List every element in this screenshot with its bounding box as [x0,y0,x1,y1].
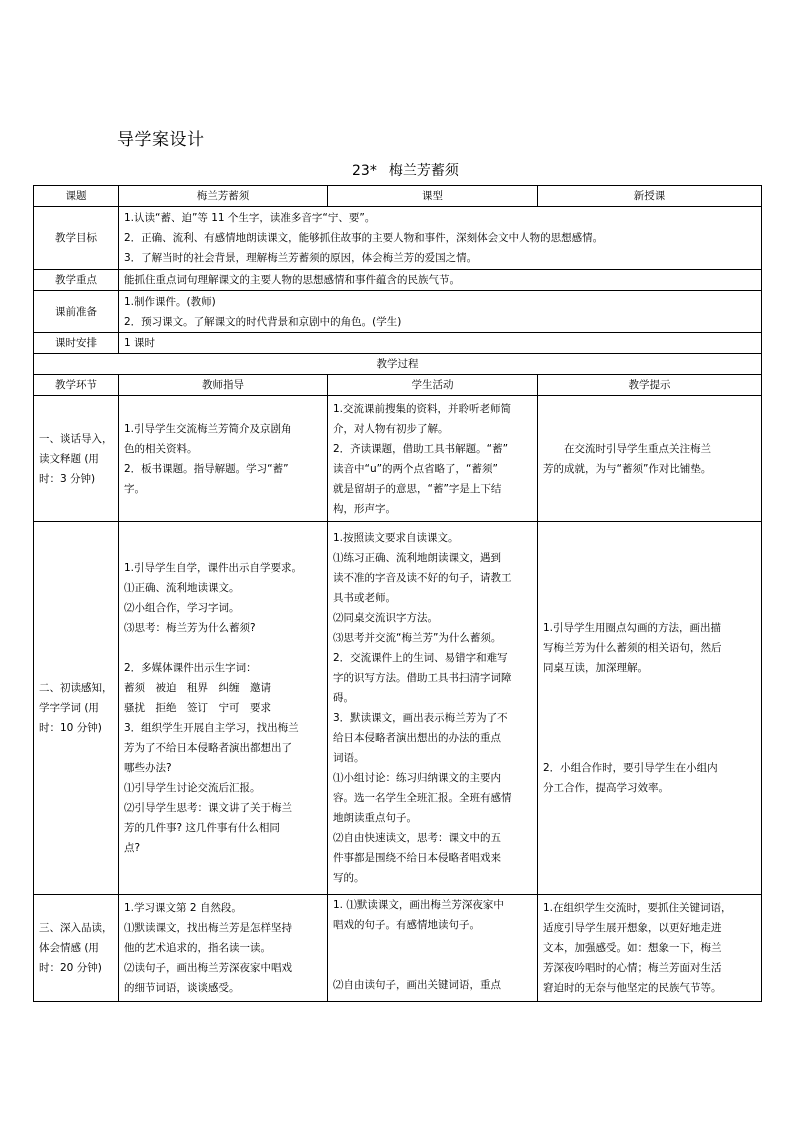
teacher-line: 点? [124,842,141,854]
student-line: 介，对人物有初步了解。 [333,422,449,435]
goal-item: 1.认读“蓄、迫”等 11 个生字，读准多音字“宁、要”。 [124,212,376,224]
teacher-line: ⑴正确、流利地读课文。 [124,582,240,594]
student-line: ⑵自由读句子，画出关键词语，重点 [333,979,501,991]
row-time [34,333,762,354]
row-prep [34,291,762,333]
stage-line: 二、初读感知， [39,682,113,694]
header-tips: 教学提示 [538,375,762,396]
student-line: 2．交流课件上的生词、易错字和难写 [333,652,508,664]
page-title: 导学案设计 [117,130,205,150]
stage-line: 三、深入品读， [39,922,113,934]
teacher-line: 字。 [124,482,145,495]
student-line: 地朗读重点句子。 [333,812,417,824]
teacher-line: ⑵引导学生思考：课文讲了关于梅兰 [124,802,292,814]
teacher-cell [119,895,328,1002]
tips-line: 文本，加强感受。如：想象一下，梅兰 [543,942,722,954]
teacher-line: 1.引导学生交流梅兰芳简介及京剧角 [124,422,292,435]
topic-label: 课题 [34,186,119,207]
student-line: ⑵同桌交流识字方法。 [333,612,438,624]
time-label: 课时安排 [34,333,119,354]
goal-item: 2．正确、流利、有感情地朗读课文，能够抓住故事的主要人物和事件，深刻体会文中人物的思想感情。 [124,232,604,244]
student-line: 构，形声字。 [333,502,396,515]
student-line: 2．齐读课题，借助工具书解题。“蓄” [333,442,509,455]
row-focus [34,270,762,291]
stage-cell [34,522,119,895]
lesson-number: 23* [352,163,377,179]
row-process-headers [34,375,762,396]
teacher-line: ⑵读句子，画出梅兰芳深夜家中唱戏 [124,962,292,974]
teacher-line: 的细节词语，谈谈感受。 [124,982,240,994]
stage-row [34,396,762,522]
teacher-line: 2．多媒体课件出示生字词： [124,662,257,674]
tips-spacer [543,718,756,738]
student-spacer [333,955,532,975]
header-stage: 教学环节 [34,375,119,396]
student-line: 字的识写方法。借助工具书扫清字词障 [333,672,512,684]
prep-item: 2．预习课文。了解课文的时代背景和京剧中的角色。(学生) [124,315,402,328]
teacher-line: 色的相关资料。 [124,442,198,455]
student-line: 3．默读课文，画出表示梅兰芳为了不 [333,712,508,724]
header-student: 学生活动 [328,375,538,396]
student-line: 读音中“u”的两个点省略了，“蓄须” [333,462,498,475]
teacher-line: 骚扰 拒绝 签订 宁可 要求 [124,702,271,714]
student-line: ⑶思考并交流“梅兰芳”为什么蓄须。 [333,632,502,644]
tips-spacer [543,678,756,698]
tips-spacer [543,738,756,758]
tips-cell [538,522,762,895]
tips-line: 2．小组合作时，要引导学生在小组内 [543,762,718,774]
focus-label: 教学重点 [34,270,119,291]
time-value: 1 课时 [119,333,762,354]
student-line: 1.交流课前搜集的资料，并聆听老师简 [333,402,512,415]
student-line: 碍。 [333,692,354,704]
teacher-line [124,638,322,658]
tips-line: 在交流时引导学生重点关注梅兰 [564,442,711,455]
lesson-type-value: 新授课 [538,186,762,207]
stage-row [34,522,762,895]
tips-line: 芳深夜吟唱时的心情；梅兰芳面对生活 [543,962,722,974]
topic-value: 梅兰芳蓄须 [119,186,328,207]
tips-line: 1.引导学生用圈点勾画的方法，画出描 [543,622,722,634]
teacher-line: ⑴引导学生讨论交流后汇报。 [124,782,261,794]
teacher-line: 1.学习课文第 2 自然段。 [124,902,242,914]
teacher-line: 芳为了不给日本侵略者演出都想出了 [124,742,292,754]
stage-line: 一、谈话导入， [39,432,113,445]
row-process-title [34,354,762,375]
student-spacer [333,935,532,955]
teacher-line: 他的艺术追求的，指名读一读。 [124,942,271,954]
student-line: 1. ⑴默读课文，画出梅兰芳深夜家中 [333,899,504,911]
stage-cell [34,396,119,522]
tips-line: 同桌互读，加深理解。 [543,662,648,674]
teacher-line: 蓄须 被迫 租界 纠缠 邀请 [124,682,271,694]
student-line: 就是留胡子的意思，“蓄”字是上下结 [333,482,502,495]
goal-item: 3．了解当时的社会背景，理解梅兰芳蓄须的原因，体会梅兰芳的爱国之情。 [124,252,478,264]
stage-line: 学字学词 (用 [39,702,99,714]
student-line: 容。选一名学生全班汇报。全班有感情 [333,792,512,804]
teacher-line: 3．组织学生开展自主学习，找出梅兰 [124,722,299,734]
focus-value: 能抓住重点词句理解课文的主要人物的思想感情和事件蕴含的民族气节。 [119,270,762,291]
student-line: 写的。 [333,872,365,884]
header-teacher: 教师指导 [119,375,328,396]
student-line: ⑴练习正确、流利地朗读课文，遇到 [333,552,501,564]
student-line: ⑵自由快速读文，思考：课文中的五 [333,832,501,844]
student-cell [328,522,538,895]
teacher-line: 芳的几件事? 这几件事有什么相同 [124,822,280,834]
student-line: 给日本侵略者演出想出的办法的重点 [333,732,501,744]
student-line: 词语。 [333,752,365,764]
student-line: ⑴小组讨论：练习归纳课文的主要内 [333,772,501,784]
student-cell [328,895,538,1002]
tips-line: 窘迫时的无奈与他坚定的民族气节等。 [543,982,722,994]
teacher-line: ⑴默读课文，找出梅兰芳是怎样坚持 [124,922,292,934]
student-line: 1.按照读文要求自读课文。 [333,532,459,544]
teacher-cell [119,522,328,895]
prep-content [119,291,762,333]
stage-line: 体会情感 (用 [39,942,99,954]
student-line: 具书或老师。 [333,592,396,604]
tips-line: 芳的成就，为与“蓄须”作对比铺垫。 [543,462,712,475]
tips-cell [538,895,762,1002]
stage-row [34,895,762,1002]
stage-line: 时：3 分钟) [39,472,96,485]
tips-spacer [543,698,756,718]
stage-line: 时：10 分钟) [39,722,102,734]
student-line: 读不准的字音及读不好的句子，请教工 [333,572,512,584]
stage-line: 时：20 分钟) [39,962,102,974]
row-goals [34,207,762,270]
tips-line: 分工合作，提高学习效率。 [543,782,669,794]
student-cell [328,396,538,522]
teacher-line: 哪些办法? [124,762,172,774]
lesson-name: 梅兰芳蓄须 [388,163,459,179]
process-title: 教学过程 [34,354,762,375]
tips-line: 写梅兰芳为什么蓄须的相关语句，然后 [543,642,722,654]
student-line: 件事都是围绕不给日本侵略者唱戏来 [333,852,501,864]
stage-cell [34,895,119,1002]
teacher-cell [119,396,328,522]
lesson-title [352,160,459,180]
teacher-line: 2．板书课题。指导解题。学习“蓄” [124,462,289,475]
tips-line: 适度引导学生展开想象，以更好地走进 [543,922,722,934]
goals-label: 教学目标 [34,207,119,270]
prep-label: 课前准备 [34,291,119,333]
lesson-type-label: 课型 [328,186,538,207]
prep-item: 1.制作课件。(教师) [124,295,216,308]
teacher-line: ⑵小组合作，学习字词。 [124,602,240,614]
stage-line: 读文释题 (用 [39,452,99,465]
goals-content [119,207,762,270]
lesson-plan-table [33,185,762,1002]
teacher-line: ⑶思考：梅兰芳为什么蓄须? [124,622,256,634]
tips-cell [538,396,762,522]
tips-line: 1.在组织学生交流时，要抓住关键词语， [543,902,732,914]
row-topic [34,186,762,207]
teacher-line: 1.引导学生自学，课件出示自学要求。 [124,562,303,574]
student-line: 唱戏的句子。有感情地读句子。 [333,919,480,931]
